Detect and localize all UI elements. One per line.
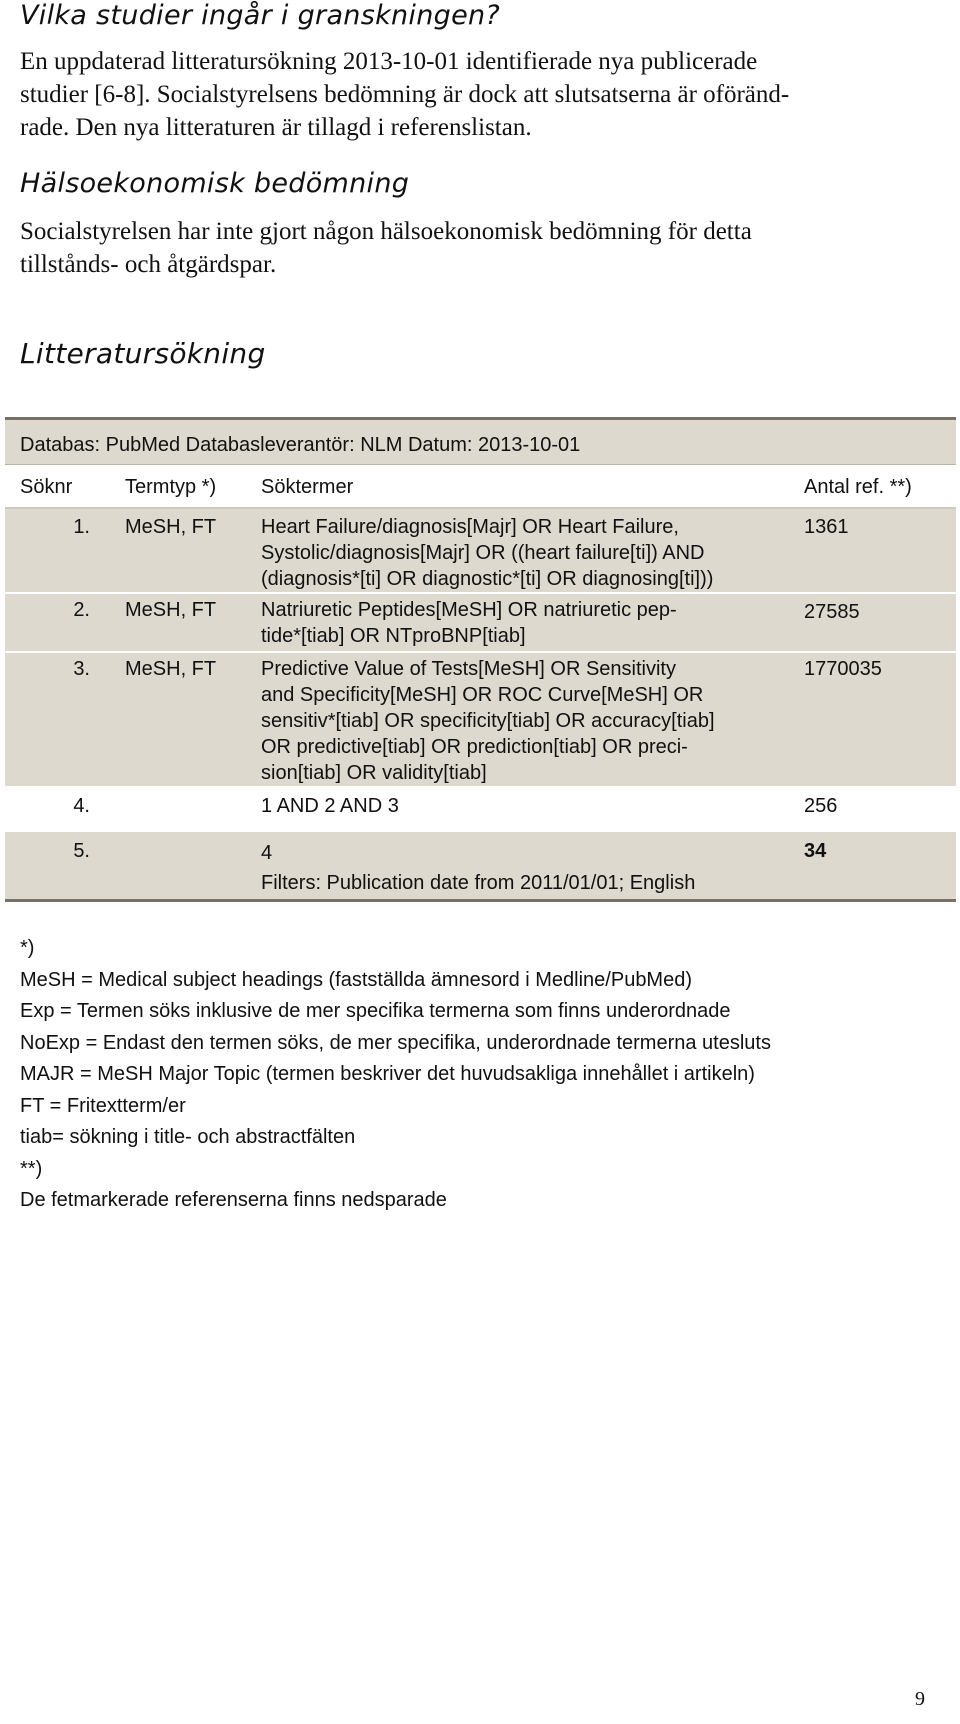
column-header-soknr: Söknr	[20, 476, 73, 498]
text-line: tillstånds- och åtgärdspar.	[20, 251, 277, 278]
footnote-line: Exp = Termen söks inklusive de mer specifika termerna som finns underordnade	[20, 1000, 731, 1022]
row-number: 3.	[73, 658, 90, 680]
text-line: En uppdaterad litteratursökning 2013-10-01 identifierade nya publicerade	[20, 48, 758, 75]
row-count: 1361	[804, 516, 849, 538]
heading-studier: Vilka studier ingår i granskningen?	[20, 0, 501, 31]
row-number: 2.	[73, 599, 90, 621]
table-row	[5, 509, 956, 594]
row-term-type: MeSH, FT	[125, 516, 217, 538]
table-row	[5, 788, 956, 832]
footnote-line: MeSH = Medical subject headings (fastställda ämnesord i Medline/PubMed)	[20, 968, 693, 991]
database-row: Databas: PubMed Databasleverantör: NLM Datum: 2013-10-01	[5, 420, 956, 465]
table-row	[5, 832, 956, 899]
row-number: 1.	[73, 516, 90, 538]
footnote-line: De fetmarkerade referenserna finns nedsparade	[20, 1189, 447, 1211]
row-search-terms	[261, 514, 781, 592]
text-line: rade. Den nya litteraturen är tillagd i referenslistan.	[20, 114, 532, 141]
text-line: studier [6-8]. Socialstyrelsens bedömning är dock att slutsatserna är oföränd-	[20, 81, 790, 108]
term-line: Filters: Publication date from 2011/01/01; English	[261, 872, 696, 894]
footnote-line: tiab= sökning i title- och abstractfälten	[20, 1126, 356, 1148]
row-count: 27585	[804, 601, 860, 623]
row-search-terms	[261, 838, 781, 898]
page-number: 9	[915, 1688, 925, 1710]
table-bottom-border	[5, 899, 956, 902]
table-row	[5, 653, 956, 788]
footnote-line: **)	[20, 1157, 43, 1180]
term-line: OR predictive[tiab] OR prediction[tiab] OR preci-	[261, 736, 688, 758]
paragraph-studier	[20, 45, 920, 144]
term-line: 4	[261, 842, 273, 864]
heading-halsoekonomisk: Hälsoekonomisk bedömning	[20, 168, 410, 199]
footnote-line: NoExp = Endast den termen söks, de mer specifika, underordnade termerna utesluts	[20, 1031, 771, 1054]
text-line: Socialstyrelsen har inte gjort någon hälsoekonomisk bedömning för detta	[20, 218, 752, 245]
column-header-termtyp: Termtyp *)	[125, 476, 217, 498]
footnote-line: MAJR = MeSH Major Topic (termen beskriver det huvudsakliga innehållet i artikeln)	[20, 1063, 755, 1085]
row-term-type: MeSH, FT	[125, 658, 217, 680]
term-line: sensitiv*[tiab] OR specificity[tiab] OR accuracy[tiab]	[261, 710, 715, 732]
table-row	[5, 594, 956, 653]
term-line: (diagnosis*[ti] OR diagnostic*[ti] OR diagnosing[ti]))	[261, 568, 714, 590]
row-search-terms	[261, 793, 781, 819]
row-number: 5.	[73, 840, 90, 862]
term-line: Predictive Value of Tests[MeSH] OR Sensitivity	[261, 658, 676, 680]
term-line: tide*[tiab] OR NTproBNP[tiab]	[261, 625, 526, 647]
term-line: and Specificity[MeSH] OR ROC Curve[MeSH] OR	[261, 684, 704, 706]
row-term-type: MeSH, FT	[125, 599, 217, 621]
term-line: 1 AND 2 AND 3	[261, 795, 399, 817]
term-line: Heart Failure/diagnosis[Majr] OR Heart Failure,	[261, 516, 679, 538]
footnotes	[20, 933, 940, 1217]
table-header-row	[5, 465, 956, 507]
row-search-terms	[261, 597, 781, 649]
term-line: sion[tiab] OR validity[tiab]	[261, 762, 487, 784]
column-header-soktermer: Söktermer	[261, 476, 354, 498]
term-line: Systolic/diagnosis[Majr] OR ((heart failure[ti]) AND	[261, 542, 705, 564]
footnote-line: FT = Fritextterm/er	[20, 1094, 186, 1117]
footnote-line: *)	[20, 937, 35, 959]
column-header-antal: Antal ref. **)	[804, 476, 912, 498]
paragraph-halsoekonomisk	[20, 215, 920, 281]
term-line: Natriuretic Peptides[MeSH] OR natriuretic pep-	[261, 599, 677, 621]
row-count: 34	[804, 840, 827, 862]
row-number: 4.	[73, 795, 90, 817]
row-count: 1770035	[804, 658, 882, 680]
search-table	[5, 417, 956, 902]
heading-litteratursokning: Litteratursökning	[20, 337, 266, 370]
row-search-terms	[261, 656, 781, 786]
row-count: 256	[804, 795, 838, 817]
